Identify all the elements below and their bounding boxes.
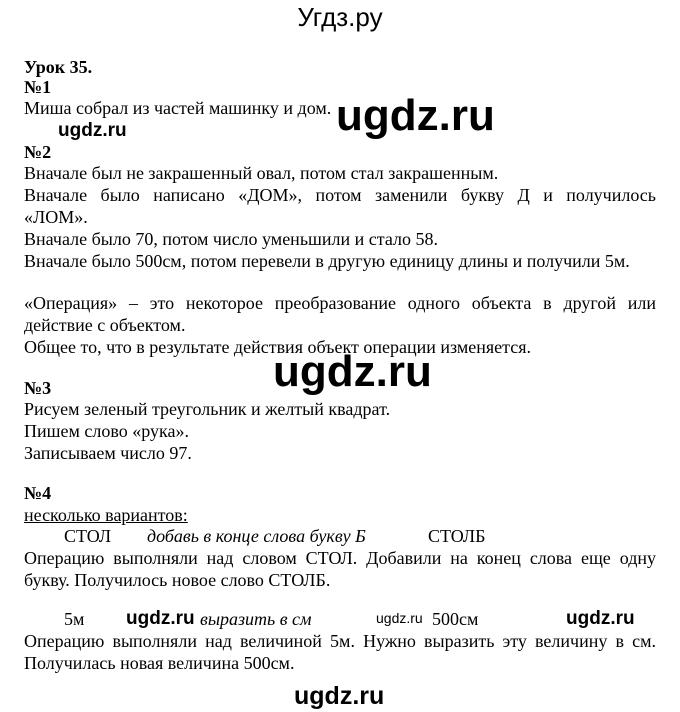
watermark: ugdz.ru xyxy=(126,608,195,629)
site-title: Угдз.ру xyxy=(297,2,383,32)
watermark: ugdz.ru xyxy=(336,91,495,140)
example1-explanation: Операцию выполняли над словом СТОЛ. Добавили на конец слова еще одну xyxy=(24,548,656,568)
task1-number: №1 xyxy=(24,77,52,97)
definition-line: Общее то, что в результате действия объект операции изменяется. xyxy=(24,337,531,357)
example1-from: СТОЛ xyxy=(64,526,112,546)
task3-line: Рисуем зеленый треугольник и желтый квадрат. xyxy=(24,399,391,419)
watermark: ugdz.ru xyxy=(58,120,127,141)
task2-line: «ЛОМ». xyxy=(24,207,88,227)
example2-explanation: Операцию выполняли над величиной 5м. Нужно выразить эту величину в см. xyxy=(24,631,656,651)
task2-number: №2 xyxy=(24,142,52,162)
watermark: ugdz.ru xyxy=(566,608,635,629)
watermark: ugdz.ru xyxy=(376,610,423,626)
task2-line: Вначале было 500см, потом перевели в другую единицу длины и получили 5м. xyxy=(24,251,630,271)
example2-operation: выразить в см xyxy=(200,609,312,629)
watermark: ugdz.ru xyxy=(273,347,432,396)
task2-line: Вначале было 70, потом число уменьшили и стало 58. xyxy=(24,229,438,249)
task3-line: Записываем число 97. xyxy=(24,443,192,463)
example1-operation: добавь в конце слова букву Б xyxy=(147,526,366,546)
example2-explanation: Получилась новая величина 500см. xyxy=(24,653,295,673)
variants-label: несколько вариантов: xyxy=(24,505,188,525)
example2-from: 5м xyxy=(64,609,85,629)
watermark: ugdz.ru xyxy=(294,682,385,710)
task4-number: №4 xyxy=(24,483,52,503)
example1-to: СТОЛБ xyxy=(428,526,486,546)
lesson-title: Урок 35. xyxy=(24,57,93,77)
task1-line: Миша собрал из частей машинку и дом. xyxy=(24,98,332,118)
task2-line: Вначале было написано «ДОМ», потом заменили букву Д и получилось xyxy=(24,185,656,205)
task3-line: Пишем слово «рука». xyxy=(24,421,189,441)
task3-number: №3 xyxy=(24,378,52,398)
task2-line: Вначале был не закрашенный овал, потом стал закрашенным. xyxy=(24,163,499,183)
definition-line: действие с объектом. xyxy=(24,315,186,335)
example2-to: 500см xyxy=(432,609,479,629)
example1-explanation: букву. Получилось новое слово СТОЛБ. xyxy=(24,570,331,590)
definition-line: «Операция» – это некоторое преобразование одного объекта в другой или xyxy=(24,293,656,313)
